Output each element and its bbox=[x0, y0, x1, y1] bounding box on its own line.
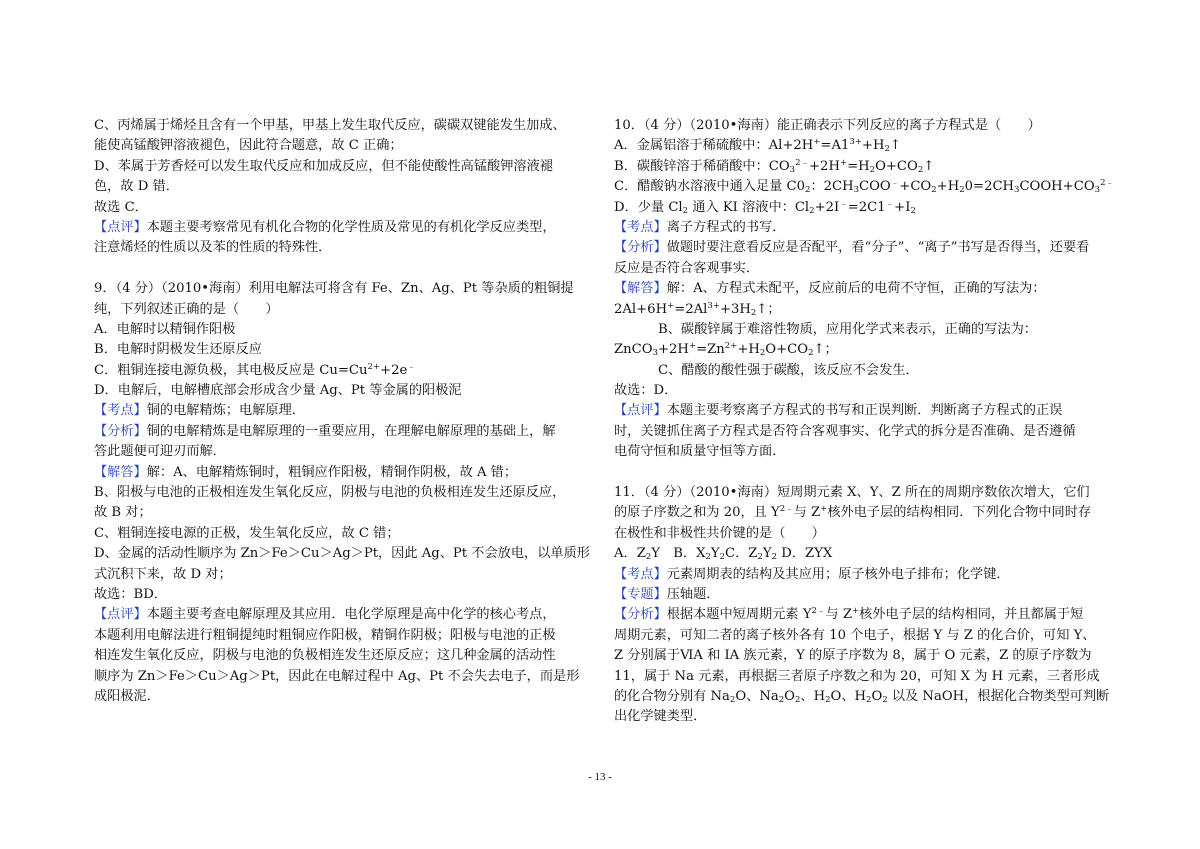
jieda-line: 【解答】解：A、电解精炼铜时，粗铜应作阳极，精铜作阴极，故 A 错； bbox=[94, 464, 518, 480]
spacer bbox=[94, 259, 584, 279]
jieda-line: C、粗铜连接电源的正极，发生氧化反应，故 C 错； bbox=[94, 525, 400, 541]
fenxi-tag: 【分析】 bbox=[614, 240, 667, 256]
jieda-line: C、醋酸的酸性强于碳酸，该反应不会发生． bbox=[658, 362, 919, 378]
question-stem: 纯，下列叙述正确的是（ ） bbox=[94, 301, 279, 317]
left-column bbox=[94, 116, 590, 707]
fenxi-line: Z 分别属于ⅥA 和 IA 族元素，Y 的原子序数为 8，属于 O 元素，Z 的原子序数为 bbox=[614, 648, 1092, 664]
zhuanti-tag: 【专题】 bbox=[614, 586, 667, 602]
comment-line: 注意烯烃的性质以及苯的性质的特殊性． bbox=[94, 240, 332, 256]
question-stem: 9．（4 分）（2010•海南）利用电解法可将含有 Fe、Zn、Ag、Pt 等杂质的粗铜提 bbox=[94, 281, 574, 297]
option-d: D．少量 $Cl_2$ 通入 KI 溶液中：$Cl_2+2I^﹣=2C1^﹣+I_2$ bbox=[614, 198, 916, 216]
jieda-tag: 【解答】 bbox=[94, 464, 147, 480]
option-d: D．电解后，电解槽底部会形成含少量 Ag、Pt 等金属的阳极泥 bbox=[94, 383, 462, 399]
option-a: A．金属铝溶于稀硫酸中：$Al+2H^+=A1^{3+}+H_2↑$ bbox=[614, 137, 901, 155]
dianping-line: 电荷守恒和质量守恒等方面． bbox=[614, 444, 786, 460]
dianping-line: 【点评】本题主要考察离子方程式的书写和正误判断．判断离子方程式的正误 bbox=[614, 403, 1063, 419]
fenxi-line: 出化学键类型． bbox=[614, 709, 707, 725]
fenxi-line: 答此题便可迎刃而解． bbox=[94, 444, 226, 460]
comment-line bbox=[94, 218, 584, 238]
equation-line: $2Al+6H^+=2Al^{3+}+3H_2↑$； bbox=[614, 300, 781, 318]
jieda-line: 故 B 对； bbox=[94, 505, 152, 521]
fenxi-line: 【分析】铜的电解精炼是电解原理的一重要应用，在理解电解原理的基础上，解 bbox=[94, 423, 556, 439]
comment-tag: 【点评】 bbox=[94, 219, 147, 235]
comment-text: 本题主要考察常见有机化合物的化学性质及常见的有机化学反应类型， bbox=[146, 219, 556, 235]
dianping-line: 【点评】本题主要考查电解原理及其应用．电化学原理是高中化学的核心考点， bbox=[94, 607, 556, 623]
jieda-line: B、阳极与电池的正极相连发生氧化反应，阴极与电池的负极相连发生还原反应， bbox=[94, 485, 566, 501]
fenxi-line: 11，属于 Na 元素，再根据三者原子序数之和为 20，可知 X 为 H 元素，三者形成 bbox=[614, 668, 1100, 684]
jieda-line: 故选：BD． bbox=[94, 586, 168, 602]
jieda-line: 式沉积下来，故 D 对； bbox=[94, 566, 232, 582]
dianping-tag: 【点评】 bbox=[614, 403, 667, 419]
kaodian-line: 【考点】铜的电解精炼；电解原理． bbox=[94, 403, 305, 419]
question-stem: 的原子序数之和为 20，且 $Y^{2﹣}$与 Z+核外电子层的结构相同．下列化合物中同时存 bbox=[614, 504, 1092, 521]
kaodian-line: 【考点】元素周期表的结构及其应用；原子核外电子排布；化学键． bbox=[614, 566, 1010, 582]
text-line: 故选 C． bbox=[94, 199, 148, 215]
dianping-line: 时，关键抓住离子方程式是否符合客观事实、化学式的拆分是否准确、是否遵循 bbox=[614, 423, 1076, 439]
jieda-line: 【解答】解：A、方程式未配平，反应前后的电荷不守恒，正确的写法为： bbox=[614, 281, 1046, 297]
option-b: B．电解时阴极发生还原反应 bbox=[94, 342, 262, 358]
text-line: 色，故 D 错． bbox=[94, 179, 179, 195]
right-column bbox=[614, 116, 1114, 728]
jieda-line: B、碳酸锌属于难溶性物质，应用化学式来表示，正确的写法为： bbox=[658, 321, 1037, 337]
text-line: C、丙烯属于烯烃且含有一个甲基，甲基上发生取代反应，碳碳双键能发生加成、 bbox=[94, 118, 566, 133]
kaodian-tag: 【考点】 bbox=[614, 566, 667, 582]
option-c: C．醋酸钠水溶液中通入足量 $C0_2$：$2CH_3COO^﹣+CO_2+H_20=2CH_3COOH+CO_3^{2﹣}$ bbox=[614, 178, 1114, 196]
dianping-line: 相连发生氧化反应，阴极与电池的负极相连发生还原反应；这几种金属的活动性 bbox=[94, 648, 556, 664]
fenxi-line: 的化合物分别有 $Na_2O$、$Na_2O_2$、$H_2O$、$H_2O_2$ 以及 NaOH，根据化合物类型可判断 bbox=[614, 688, 1110, 705]
kaodian-line: 【考点】离子方程式的书写． bbox=[614, 219, 786, 235]
fenxi-tag: 【分析】 bbox=[614, 607, 667, 623]
dianping-line: 顺序为 Zn＞Fe＞Cu＞Ag＞Pt，因此在电解过程中 Ag、Pt 不会失去电子，而是形 bbox=[94, 668, 580, 684]
dianping-line: 成阳极泥． bbox=[94, 688, 160, 704]
option-b: B．碳酸锌溶于稀硝酸中：$CO_3^{2﹣}+2H^+=H_2O+CO_2↑$ bbox=[614, 157, 935, 175]
kaodian-tag: 【考点】 bbox=[614, 219, 667, 235]
fenxi-tag: 【分析】 bbox=[94, 423, 147, 439]
option-a: A．电解时以精铜作阳极 bbox=[94, 321, 236, 337]
fenxi-line: 周期元素，可知二者的离子核外各有 10 个电子，根据 Y 与 Z 的化合价，可知 Y、 bbox=[614, 627, 1096, 643]
equation-line: $ZnCO_3+2H^+=Zn^{2+}+H_2O+CO_2↑$； bbox=[614, 341, 838, 359]
option-c: C．粗铜连接电源负极，其电极反应是 $Cu=Cu^{2+}+2e^﹣$ bbox=[94, 361, 416, 378]
fenxi-line: 反应是否符合客观事实． bbox=[614, 260, 760, 276]
text-line: D、苯属于芳香烃可以发生取代反应和加成反应，但不能使酸性高锰酸钾溶液褪 bbox=[94, 158, 553, 174]
question-stem: 11．（4 分）（2010•海南）短周期元素 X、Y、Z 所在的周期序数依次增大，它们 bbox=[614, 485, 1090, 501]
jieda-line: 故选：D． bbox=[614, 383, 678, 399]
jieda-line: D、金属的活动性顺序为 Zn＞Fe＞Cu＞Ag＞Pt，因此 Ag、Pt 不会放电，以单质形 bbox=[94, 546, 590, 562]
question-stem: 在极性和非极性共价键的是（ ） bbox=[614, 525, 825, 541]
kaodian-tag: 【考点】 bbox=[94, 403, 147, 419]
jieda-tag: 【解答】 bbox=[614, 281, 667, 297]
zhuanti-line: 【专题】压轴题． bbox=[614, 586, 720, 602]
spacer bbox=[614, 463, 1110, 483]
options-line: A．$Z_2Y$ B．$X_2Y_2C$．$Z_2Y_2$ D．ZYX bbox=[614, 546, 833, 563]
dianping-line: 本题利用电解法进行粗铜提纯时粗铜应作阳极，精铜作阴极；阳极与电池的正极 bbox=[94, 627, 556, 643]
fenxi-line: 【分析】做题时要注意看反应是否配平，看“分子”、“离子”书写是否得当，还要看 bbox=[614, 240, 1090, 256]
fenxi-line: 【分析】根据本题中短周期元素 $Y^{2﹣}$与 Z+核外电子层的结构相同，并且都属于短 bbox=[614, 606, 1084, 623]
text-line: 能使高锰酸钾溶液褪色，因此符合题意，故 C 正确； bbox=[94, 138, 403, 154]
page-number: - 13 - bbox=[588, 771, 612, 783]
question-stem: 10．（4 分）（2010•海南）能正确表示下列反应的离子方程式是（ ） bbox=[614, 118, 1041, 133]
dianping-tag: 【点评】 bbox=[94, 607, 147, 623]
